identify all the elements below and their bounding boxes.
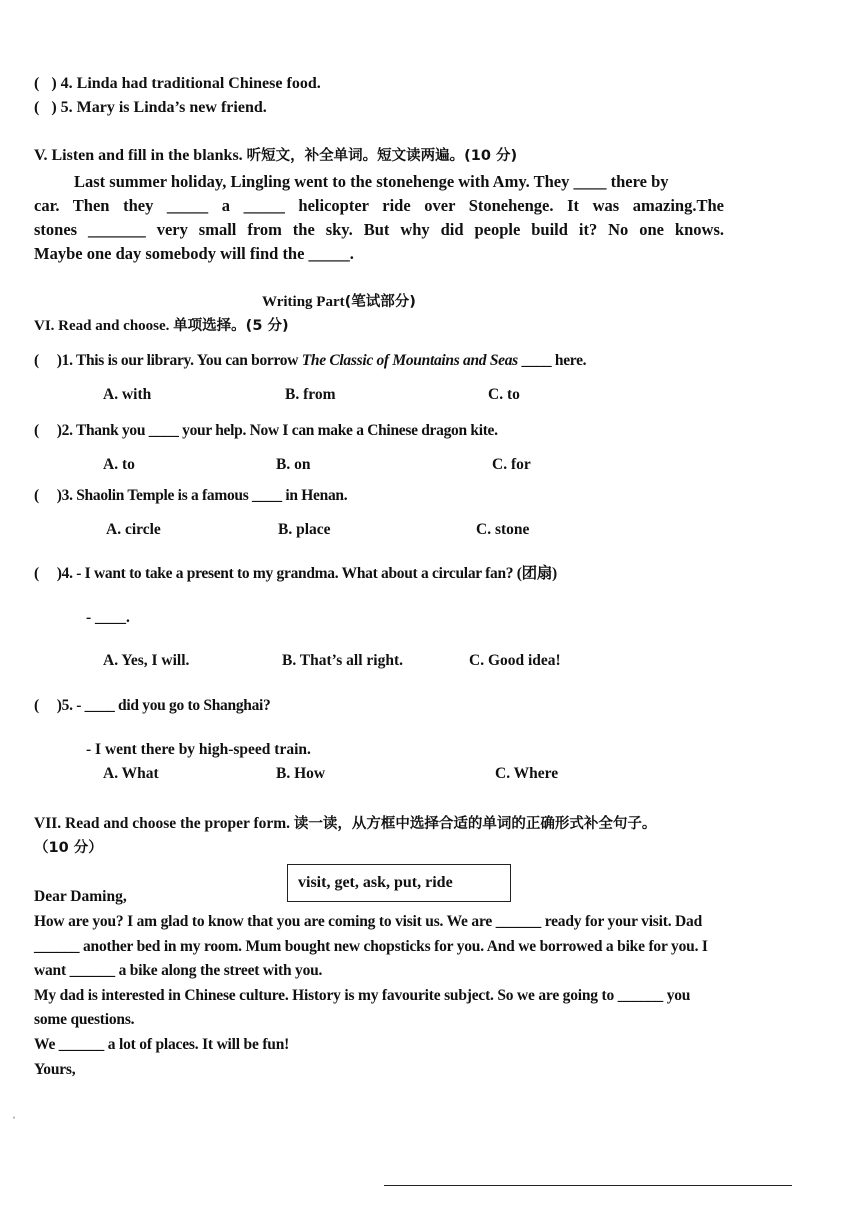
option-c[interactable]: C. for — [492, 456, 531, 473]
letter-line: We ______ a lot of places. It will be fun! — [34, 1035, 290, 1053]
question-stem-end: ____ here. — [517, 352, 587, 369]
letter-line: some questions. — [34, 1011, 135, 1029]
item-text: Linda had traditional Chinese food. — [76, 75, 321, 92]
paragraph-line: Last summer holiday, Lingling went to the stonehenge with Amy. They ____ there by — [74, 172, 669, 191]
option-b[interactable]: B. on — [276, 456, 311, 473]
answer-bracket[interactable]: ( — [34, 565, 39, 582]
item-number: 4. — [60, 75, 73, 92]
tf-item-5 — [34, 98, 267, 118]
word-bank-box: visit, get, ask, put, ride — [287, 864, 511, 902]
title-en: Writing Part — [262, 294, 345, 310]
letter-line: My dad is interested in Chinese culture. History is my favourite subject. So we are going to ______ you — [34, 986, 691, 1004]
option-a[interactable]: A. to — [103, 456, 135, 473]
mc-question-5 — [34, 696, 271, 716]
section-7-heading — [34, 814, 656, 834]
letter-salutation: Dear Daming, — [34, 888, 127, 905]
heading-en: VI. Read and choose. — [34, 318, 170, 334]
mc-question-4 — [34, 564, 557, 584]
tf-item-4 — [34, 74, 321, 94]
option-a[interactable]: A. circle — [106, 521, 161, 538]
answer-line: - ____. — [86, 609, 130, 626]
letter-body — [34, 910, 742, 1082]
heading-cn: 单项选择。(5 分) — [173, 318, 289, 334]
option-b[interactable]: B. That’s all right. — [282, 652, 404, 669]
option-c[interactable]: C. Good idea! — [469, 652, 561, 669]
section-5-heading — [34, 146, 517, 166]
item-number: 5. — [60, 99, 73, 116]
signature-line — [384, 1185, 792, 1186]
letter-line: Yours, — [34, 1060, 76, 1078]
letter-line: ______ another bed in my room. Mum bought new chopsticks for you. And we borrowed a bike for you. I — [34, 937, 708, 955]
option-a[interactable]: A. Yes, I will. — [103, 652, 190, 669]
title-cn: (笔试部分) — [344, 294, 416, 310]
heading-en: VII. Read and choose the proper form. — [34, 815, 291, 832]
question-stem: )2. Thank you ____ your help. Now I can make a Chinese dragon kite. — [56, 422, 498, 439]
answer-line: - I went there by high-speed train. — [86, 741, 311, 758]
letter-line: want ______ a bike along the street with you. — [34, 962, 323, 980]
paragraph-line: Maybe one day somebody will find the _____. — [34, 244, 354, 263]
option-c[interactable]: C. stone — [476, 521, 530, 538]
answer-bracket[interactable]: ( — [34, 697, 39, 714]
mc-question-2 — [34, 421, 498, 441]
mc-question-3 — [34, 486, 347, 506]
paragraph-line: stones _______ very small from the sky. But why did people build it? No one knows. — [34, 220, 724, 239]
heading-cn: 听短文，补全单词。短文读两遍。(10 分) — [246, 148, 518, 164]
item-text: Mary is Linda’s new friend. — [76, 99, 267, 116]
option-a[interactable]: A. What — [103, 765, 159, 782]
option-a[interactable]: A. with — [103, 386, 152, 403]
question-stem: )4. - I want to take a present to my grandma. What about a circular fan? (团扇) — [56, 565, 557, 582]
answer-bracket[interactable]: ( — [34, 487, 39, 504]
margin-mark: ˈ — [12, 1114, 16, 1128]
writing-part-title — [262, 292, 416, 312]
question-stem: )5. - ____ did you go to Shanghai? — [56, 697, 271, 714]
letter-line: How are you? I am glad to know that you are coming to visit us. We are ______ ready for your visit. Dad — [34, 913, 703, 930]
heading-cn: 读一读，从方框中选择合适的单词的正确形式补全句子。 — [293, 816, 657, 832]
answer-bracket[interactable]: ( ) — [34, 99, 57, 116]
heading-en: V. Listen and fill in the blanks. — [34, 147, 243, 164]
option-c[interactable]: C. Where — [495, 765, 559, 782]
option-c[interactable]: C. to — [488, 386, 520, 403]
answer-bracket[interactable]: ( ) — [34, 75, 57, 92]
section-7-points: （10 分） — [34, 840, 103, 856]
mc-question-1 — [34, 351, 586, 371]
answer-bracket[interactable]: ( — [34, 352, 39, 369]
section-6-heading — [34, 316, 289, 336]
book-title: The Classic of Mountains and Seas — [301, 352, 518, 369]
question-stem: )1. This is our library. You can borrow — [56, 352, 302, 369]
listening-paragraph — [34, 170, 724, 266]
option-b[interactable]: B. from — [285, 386, 336, 403]
option-b[interactable]: B. place — [278, 521, 331, 538]
paragraph-line: car. Then they _____ a _____ helicopter ride over Stonehenge. It was amazing.The — [34, 196, 724, 215]
question-stem: )3. Shaolin Temple is a famous ____ in Henan. — [56, 487, 348, 504]
answer-bracket[interactable]: ( — [34, 422, 39, 439]
option-b[interactable]: B. How — [276, 765, 326, 782]
